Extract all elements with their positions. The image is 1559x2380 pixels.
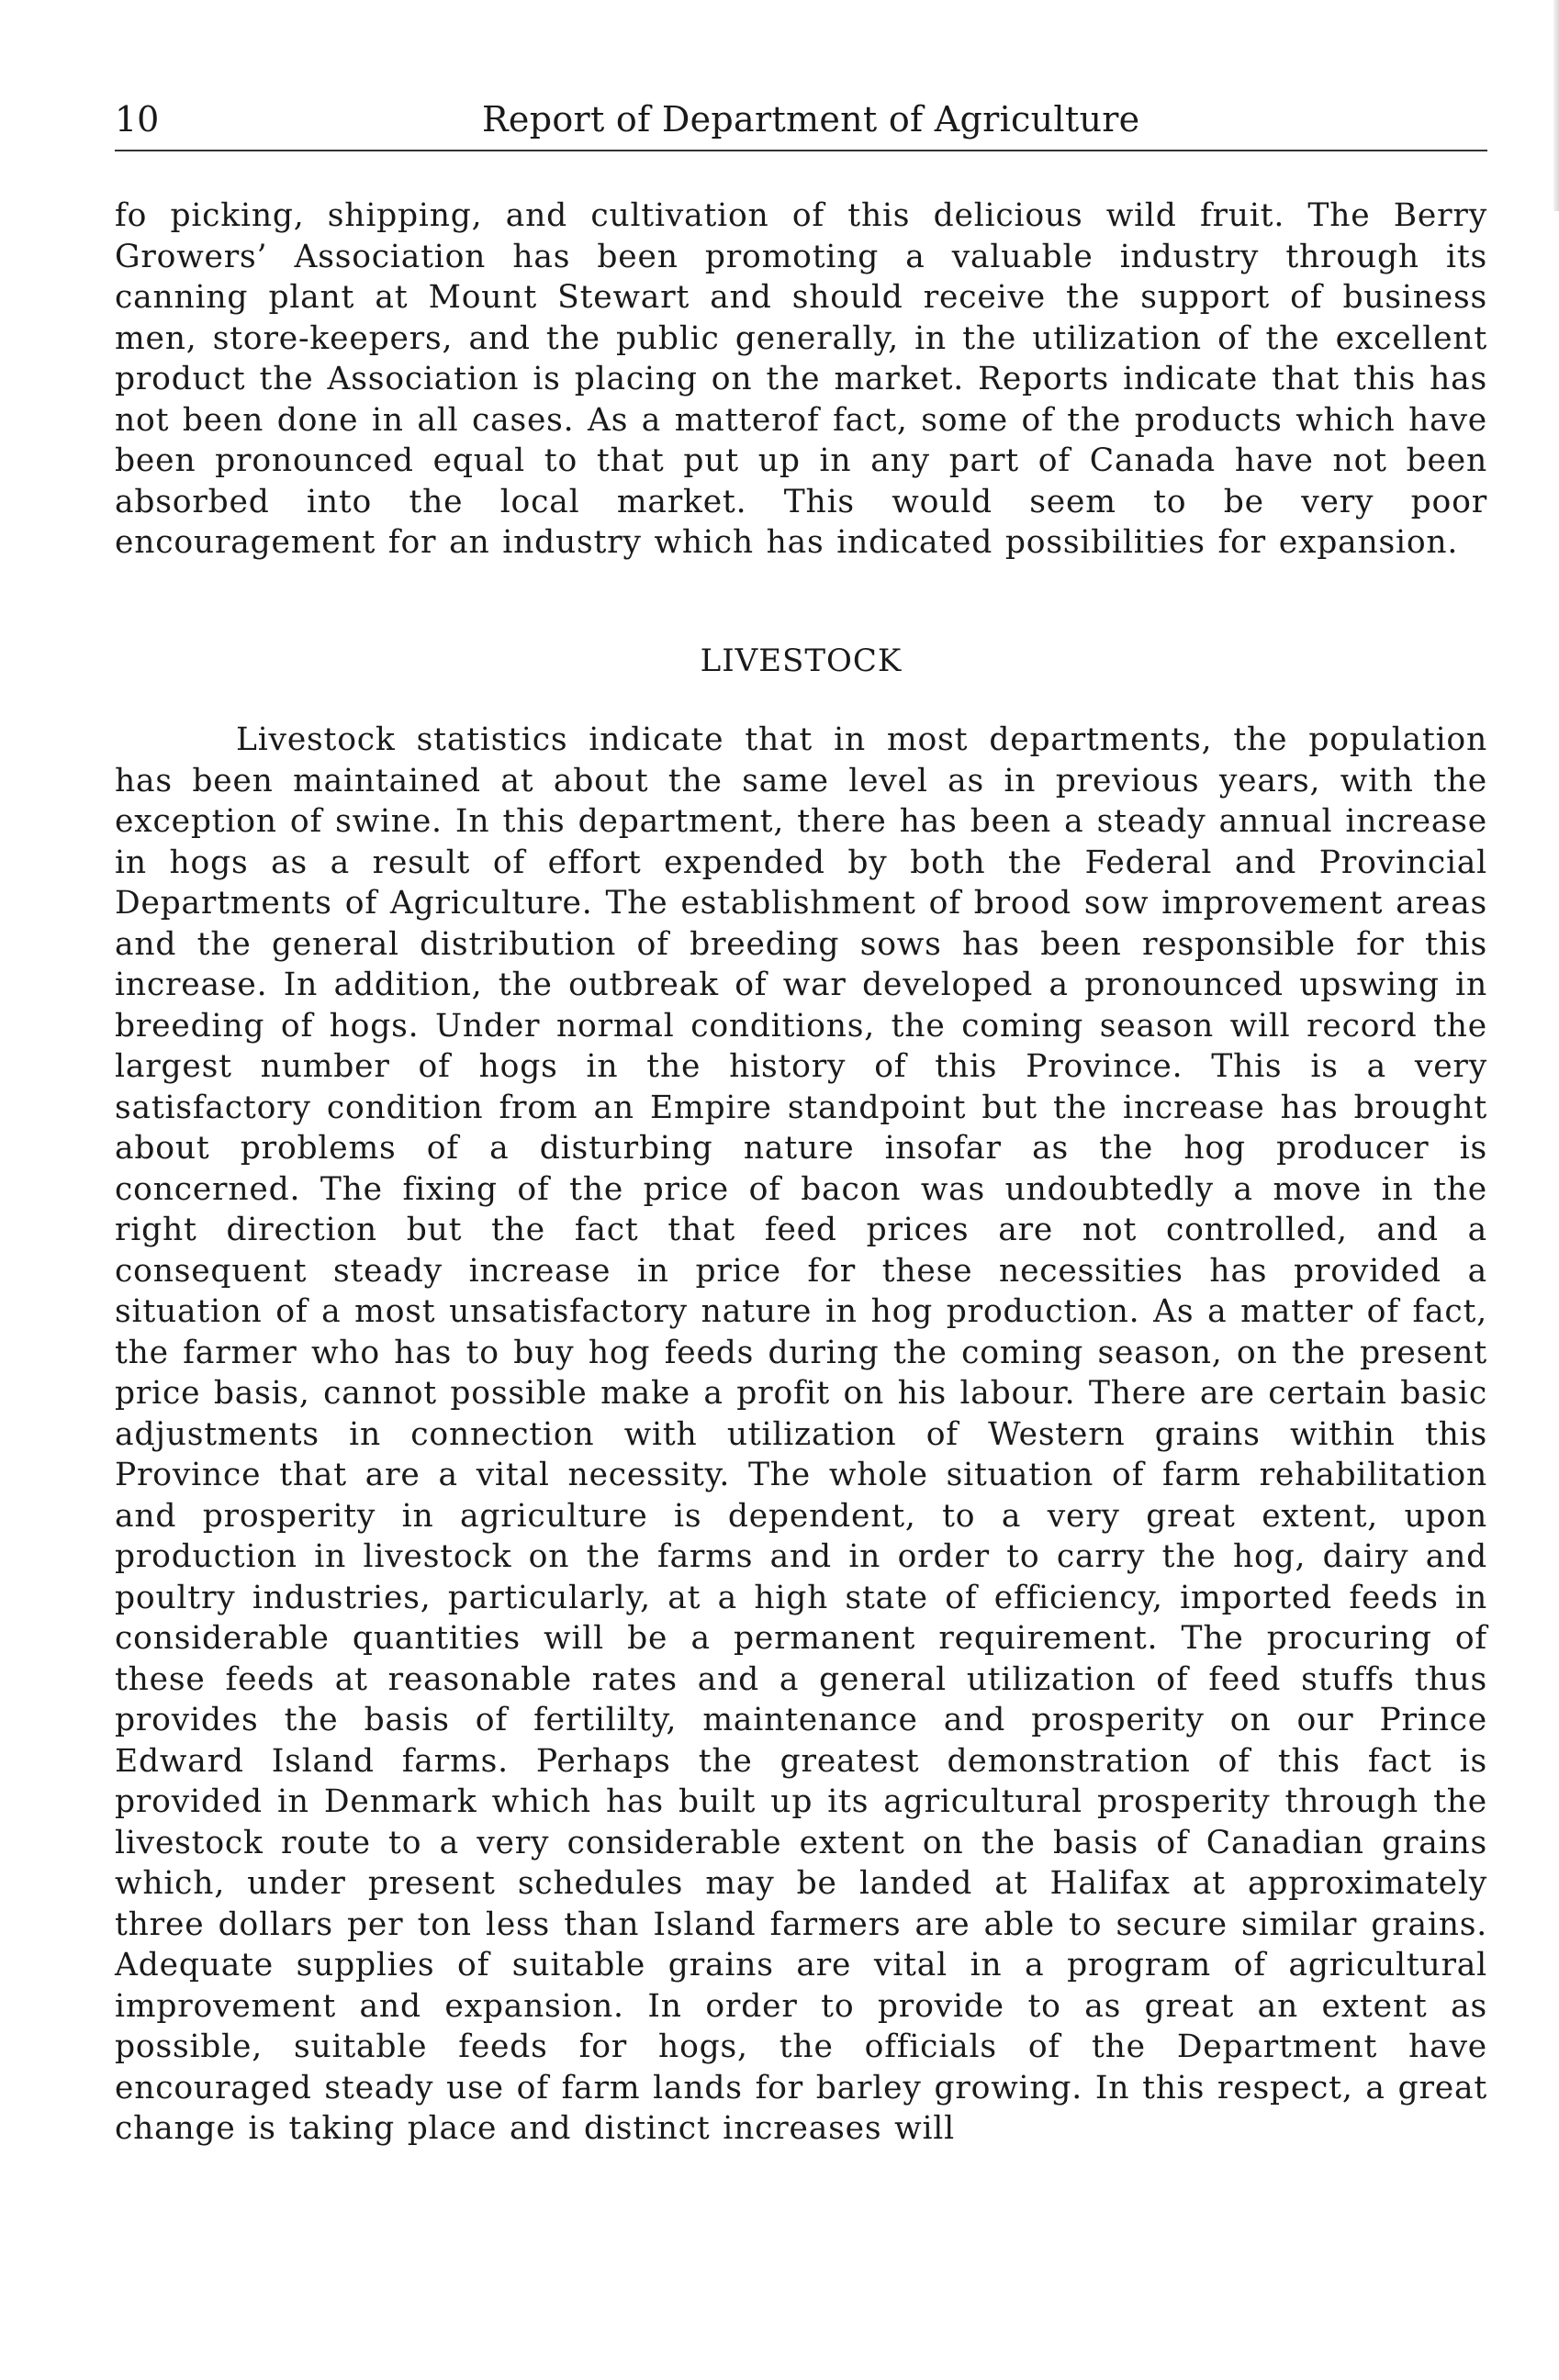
header-rule: [115, 150, 1487, 151]
paragraph-livestock: Livestock statistics indicate that in most departments, the population has been maintained at about the same level as in previous years, with the exception of swine. In this department, there has been a steady annual increase in hogs as a result of effort expended by both the Federal and Provincial Departments of Agriculture. The establishment of brood sow improvement areas and the general distribution of breeding sows has been responsible for this increase. In addition, the outbreak of war developed a pronounced upswing in breeding of hogs. Under normal conditions, the coming season will record the largest number of hogs in the history of this Province. This is a very satisfactory condition from an Empire standpoint but the increase has brought about problems of a disturbing nature insofar as the hog producer is concerned. The fixing of the price of bacon was undoubtedly a move in the right direction but the fact that feed prices are not controlled, and a consequent steady increase in price for these necessities has provided a situation of a most unsatisfactory nature in hog production. As a matter of fact, the farmer who has to buy hog feeds during the coming season, on the present price basis, cannot possible make a profit on his labour. There are certain basic adjustments in connection with utilization of Western grains within this Province that are a vital necessity. The whole situation of farm rehabilitation and prosperity in agriculture is dependent, to a very great extent, upon production in livestock on the farms and in order to carry the hog, dairy and poultry industries, particularly, at a high state of efficiency, imported feeds in considerable quantities will be a permanent requirement. The procuring of these feeds at reasonable rates and a general utilization of feed stuffs thus provides the basis of fertililty, maintenance and prosperity on our Prince Edward Island farms. Perhaps the greatest demonstration of this fact is provided in Denmark which has built up its agricultural prosperity through the livestock route to a very considerable extent on the basis of Canadian grains which, under present schedules may be landed at Halifax at approximately three dollars per ton less than Island farmers are able to secure similar grains. Adequate supplies of suitable grains are vital in a program of agricultural improvement and expansion. In order to provide to as great an extent as possible, suitable feeds for hogs, the officials of the Department have encouraged steady use of farm lands for barley growing. In this respect, a great change is taking place and distinct increases will: [115, 721, 1487, 2147]
section-heading-livestock: LIVESTOCK: [700, 642, 903, 679]
paragraph-berry-industry: fo picking, shipping, and cultivation of this delicious wild fruit. The Berry Growers’ Association has been promoting a valuable industry through its canning plant at Mount Stewart and should receive the support of business men, store-keepers, and the public generally, in the utilization of the excellent product the Association is placing on the market. Reports indicate that this has not been done in all cases. As a matterof fact, some of the products which have been pronounced equal to that put up in any part of Canada have not been absorbed into the local market. This would seem to be very poor encouragement for an industry which has indicated possibilities for expansion.: [115, 197, 1487, 561]
running-head: Report of Department of Agriculture: [482, 99, 1140, 140]
page-header: [115, 92, 1487, 149]
page-number: 10: [115, 99, 160, 140]
scan-edge-shadow: [1553, 0, 1559, 211]
